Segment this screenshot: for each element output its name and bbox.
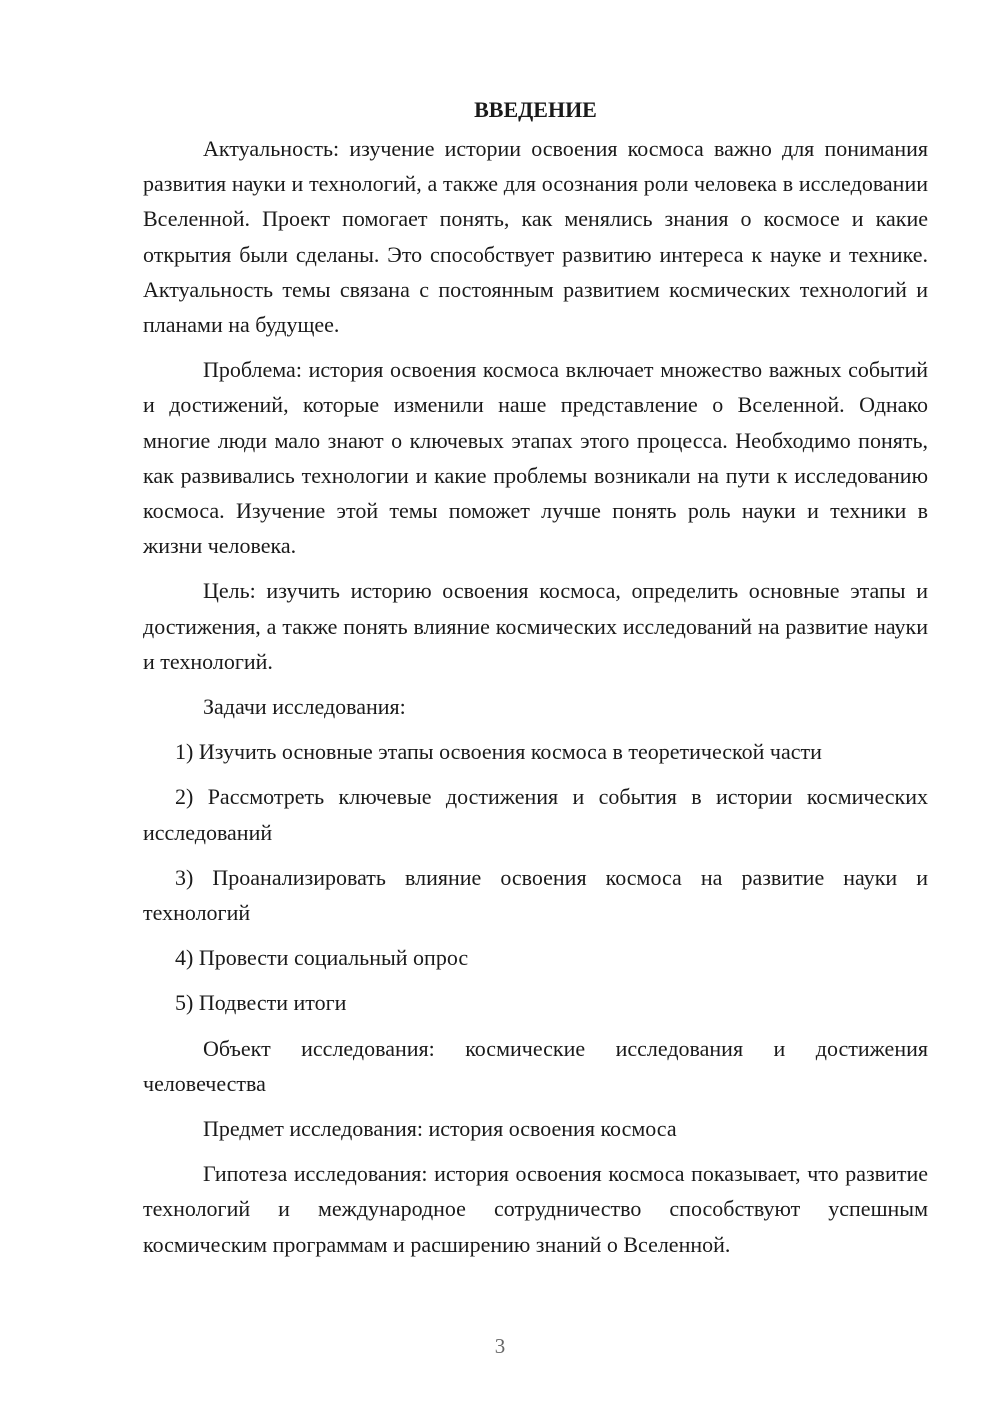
paragraph-relevance: Актуальность: изучение истории освоения космоса важно для понимания развития науки и технологий, а также для осознания роли человека в исследовании Вселенной. Проект помогает понять, как менялись знания о космосе и какие открытия были сделаны. Это способствует развитию интереса к науке и технике. Актуальность темы связана с постоянным развитием космических технологий и планами на будущее. xyxy=(143,136,928,338)
paragraph-object: Объект исследования: космические исследования и достижения человечества xyxy=(143,1035,928,1096)
page-title: ВВЕДЕНИЕ xyxy=(474,97,597,122)
paragraph-problem: Проблема: история освоения космоса включает множество важных событий и достижений, которые изменили наше представление о Вселенной. Однако многие люди мало знают о ключевых этапах этого процесса. Необходимо понять, как развивались технологии и какие проблемы возникали на пути к исследованию космоса. Изучение этой темы поможет лучше понять роль науки и техники в жизни человека. xyxy=(143,357,928,559)
task-item-5: 5) Подвести итоги xyxy=(175,990,347,1016)
document-body xyxy=(143,92,928,1272)
paragraph-goal: Цель: изучить историю освоения космоса, определить основные этапы и достижения, а также понять влияние космических исследований на развитие науки и технологий. xyxy=(143,578,928,674)
task-item-4: 4) Провести социальный опрос xyxy=(175,945,469,971)
task-item-3: 3) Проанализировать влияние освоения космоса на развитие науки и технологий xyxy=(143,864,928,926)
task-item-2: 2) Рассмотреть ключевые достижения и события в истории космических исследований xyxy=(143,784,928,845)
page-number: 3 xyxy=(494,1334,506,1358)
paragraph-subject: Предмет исследования: история освоения космоса xyxy=(203,1116,677,1142)
tasks-heading: Задачи исследования: xyxy=(203,694,406,720)
task-item-1: 1) Изучить основные этапы освоения космоса в теоретической части xyxy=(175,739,822,765)
paragraph-hypothesis: Гипотеза исследования: история освоения космоса показывает, что развитие технологий и международное сотрудничество способствуют успешным космическим программам и расширению знаний о Вселенной. xyxy=(143,1161,928,1257)
